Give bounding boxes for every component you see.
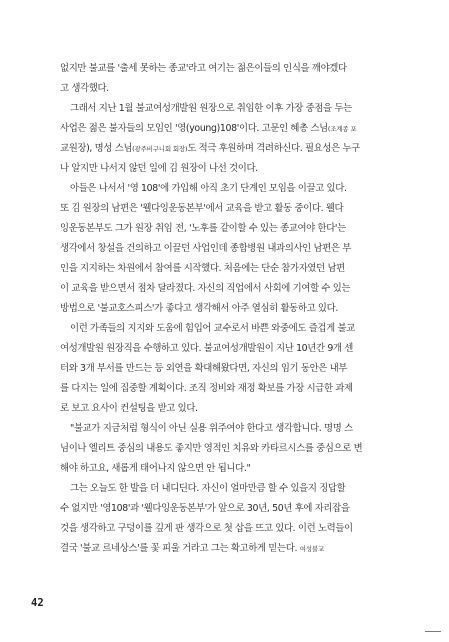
- text-span: 교원장), 명성 스님: [60, 143, 133, 154]
- text-line: [60, 123, 400, 135]
- edge-mark: [425, 631, 441, 632]
- text-line: 이런 가족들의 지지와 도움에 힘입어 교수로서 바쁜 와중에도 즐겁게 불교: [70, 323, 355, 334]
- inline-note: (광주비구니회 회장): [132, 145, 188, 153]
- text-line: 그는 오늘도 한 발을 더 내디딘다. 자신이 얼마만큼 할 수 있을지 징답할: [70, 483, 346, 494]
- text-line: 것을 생각하고 구덩이를 깊게 판 생각으로 첫 삽을 뜨고 있다. 이런 노력들이: [60, 523, 353, 534]
- text-line: 아들은 나서서 '영 108'에 가입해 아직 초기 단계인 모임을 이끌고 있다.: [70, 183, 347, 194]
- text-line: 이 교육을 받으면서 점차 달라졌다. 자신의 직업에서 사회에 기여할 수 있는: [60, 283, 351, 294]
- page-number: 42: [31, 597, 44, 609]
- text-line: 터와 3개 부서를 만드는 등 외연을 확대해왔다면, 자신의 임기 동안은 내부: [60, 363, 348, 374]
- text-line: 로 보고 요사이 컨설팅을 받고 있다.: [60, 403, 198, 414]
- text-line: 잉운동본부도 그가 원장 취임 전, '노후를 같이할 수 있는 종교여야 한다'는: [60, 223, 346, 234]
- text-line: 또 김 원장의 남편은 '웰다잉운동본부'에서 교육을 받고 활동 중이다. 웰다: [60, 203, 344, 214]
- inline-note: (조계종 포: [327, 125, 357, 133]
- text-line: 를 다지는 일에 집중할 계획이다. 조직 정비와 재정 확보를 가장 시급한 과제: [60, 383, 353, 394]
- text-line: [60, 543, 400, 555]
- byline: 여성불교: [299, 545, 325, 553]
- text-line: 해야 하고요, 새롭게 태어나지 않으면 안 됩니다.": [60, 463, 251, 474]
- text-line: 방법으로 '불교호스피스'가 좋다고 생각해서 아주 열심히 활동하고 있다.: [60, 303, 338, 314]
- text-line: 님이나 엘리트 중심의 내용도 좋지만 영적인 치유와 카타르시스를 중심으로 변: [60, 443, 363, 454]
- text-line: 나 알지만 나서지 않던 일에 김 원장이 나선 것이다.: [60, 163, 258, 174]
- text-line: 인을 지지하는 차원에서 참여를 시작했다. 처음에는 단순 참가자였던 남편: [60, 263, 345, 274]
- text-line: 없지만 불교를 '출세 못하는 종교'라고 여기는 젊은이들의 인식을 깨야겠다: [60, 63, 347, 74]
- text-line: 여성개발원 원장직을 수행하고 있다. 불교여성개발원이 지난 10년간 9개 센: [60, 343, 353, 354]
- text-line: [60, 143, 400, 155]
- text-span: 결국 '불교 르네상스'를 꽃 피울 거라고 그는 확고하게 믿는다.: [60, 543, 298, 554]
- text-line: 그래서 지난 1월 불교여성개발원 원장으로 취임한 이후 가장 중점을 두는: [70, 103, 352, 114]
- text-line: "불교가 지금처럼 형식이 아닌 실용 위주여야 한다고 생각합니다. 명명 스: [70, 423, 353, 434]
- text-span: 사업은 젊은 불자들의 모임인 '영(young)108'이다. 고문인 혜총 스님: [60, 123, 328, 134]
- text-line: 생각에서 창설을 건의하고 이끌던 사업인데 종합병원 내과의사인 남편은 부: [60, 243, 351, 254]
- text-line: 고 생각했다.: [60, 83, 109, 94]
- text-span: 도 적극 후원하며 격려하신다. 필요성은 누구: [187, 143, 360, 154]
- text-line: 수 없지만 '영108'과 '웰다잉운동본부'가 앞으로 30년, 50년 후에 자리잡을: [60, 503, 350, 514]
